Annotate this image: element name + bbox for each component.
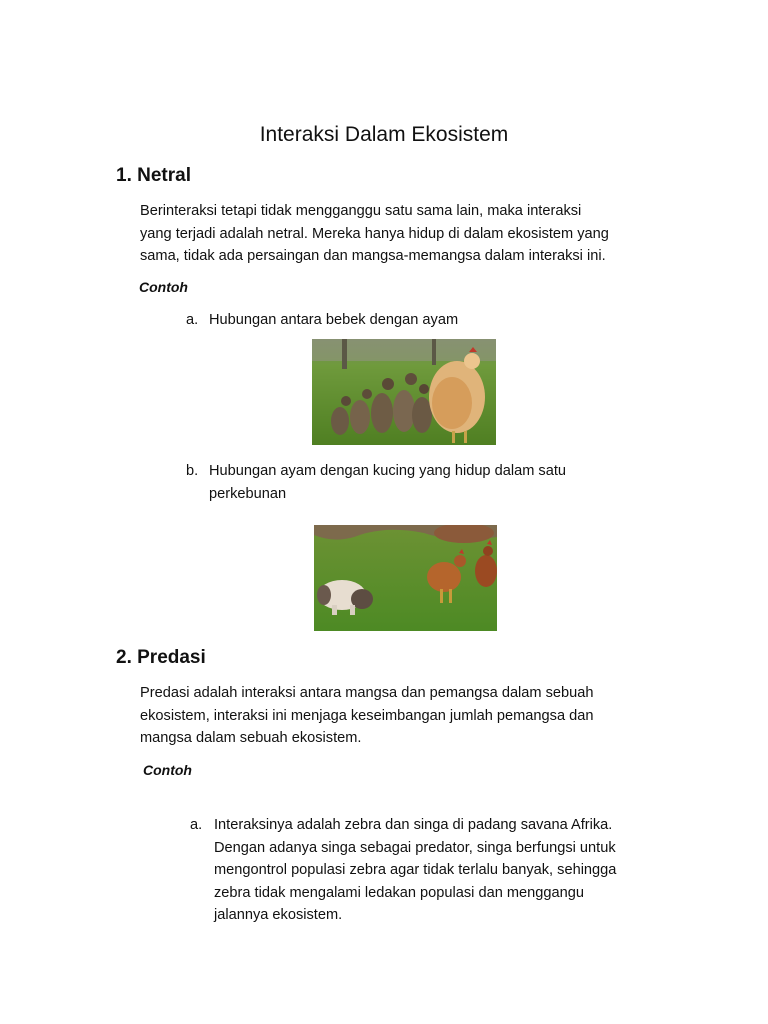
list-item-text: Hubungan antara bebek dengan ayam: [209, 312, 459, 328]
list-item-text: Dengan adanya singa sebagai predator, singa berfungsi untuk: [214, 839, 616, 856]
list-marker: b.: [186, 463, 199, 479]
example-label: Contoh: [139, 279, 188, 295]
duck-and-chicken-photo: [312, 339, 496, 445]
list-item: [186, 309, 666, 333]
document-title: Interaksi Dalam Ekosistem: [259, 123, 509, 146]
list-item-text: mengontrol populasi zebra agar tidak terlalu banyak, sehingga: [214, 862, 617, 878]
list-item: [186, 460, 686, 508]
list-item-text: Interaksinya adalah zebra dan singa di padang savana Afrika.: [214, 817, 613, 833]
list-item-text: zebra tidak mengalami ledakan populasi dan menggangu: [214, 884, 584, 901]
section-paragraph-predasi: [140, 682, 700, 750]
list-item-text: jalannya ekosistem.: [214, 907, 343, 923]
list-marker: a.: [186, 312, 199, 328]
cat-and-chicken-photo: [314, 525, 497, 631]
list-item: [190, 814, 710, 932]
paragraph-line: ekosistem, interaksi ini menjaga keseimbangan jumlah pemangsa dan: [140, 707, 594, 724]
paragraph-line: sama, tidak ada persaingan dan mangsa-memangsa dalam interaksi ini.: [140, 248, 606, 264]
section-heading-predasi: 2. Predasi: [116, 647, 206, 668]
list-marker: a.: [190, 817, 203, 833]
example-label: Contoh: [143, 762, 192, 778]
paragraph-line: yang terjadi adalah netral. Mereka hanya hidup di dalam ekosistem yang: [140, 225, 609, 242]
list-item-text: perkebunan: [209, 486, 287, 502]
section-paragraph-netral: [140, 200, 700, 268]
section-heading-netral: 1. Netral: [116, 165, 191, 186]
list-item-text: Hubungan ayam dengan kucing yang hidup dalam satu: [209, 463, 566, 479]
paragraph-line: mangsa dalam sebuah ekosistem.: [140, 730, 362, 746]
paragraph-line: Predasi adalah interaksi antara mangsa dan pemangsa dalam sebuah: [140, 685, 594, 701]
paragraph-line: Berinteraksi tetapi tidak mengganggu satu sama lain, maka interaksi: [140, 203, 582, 219]
